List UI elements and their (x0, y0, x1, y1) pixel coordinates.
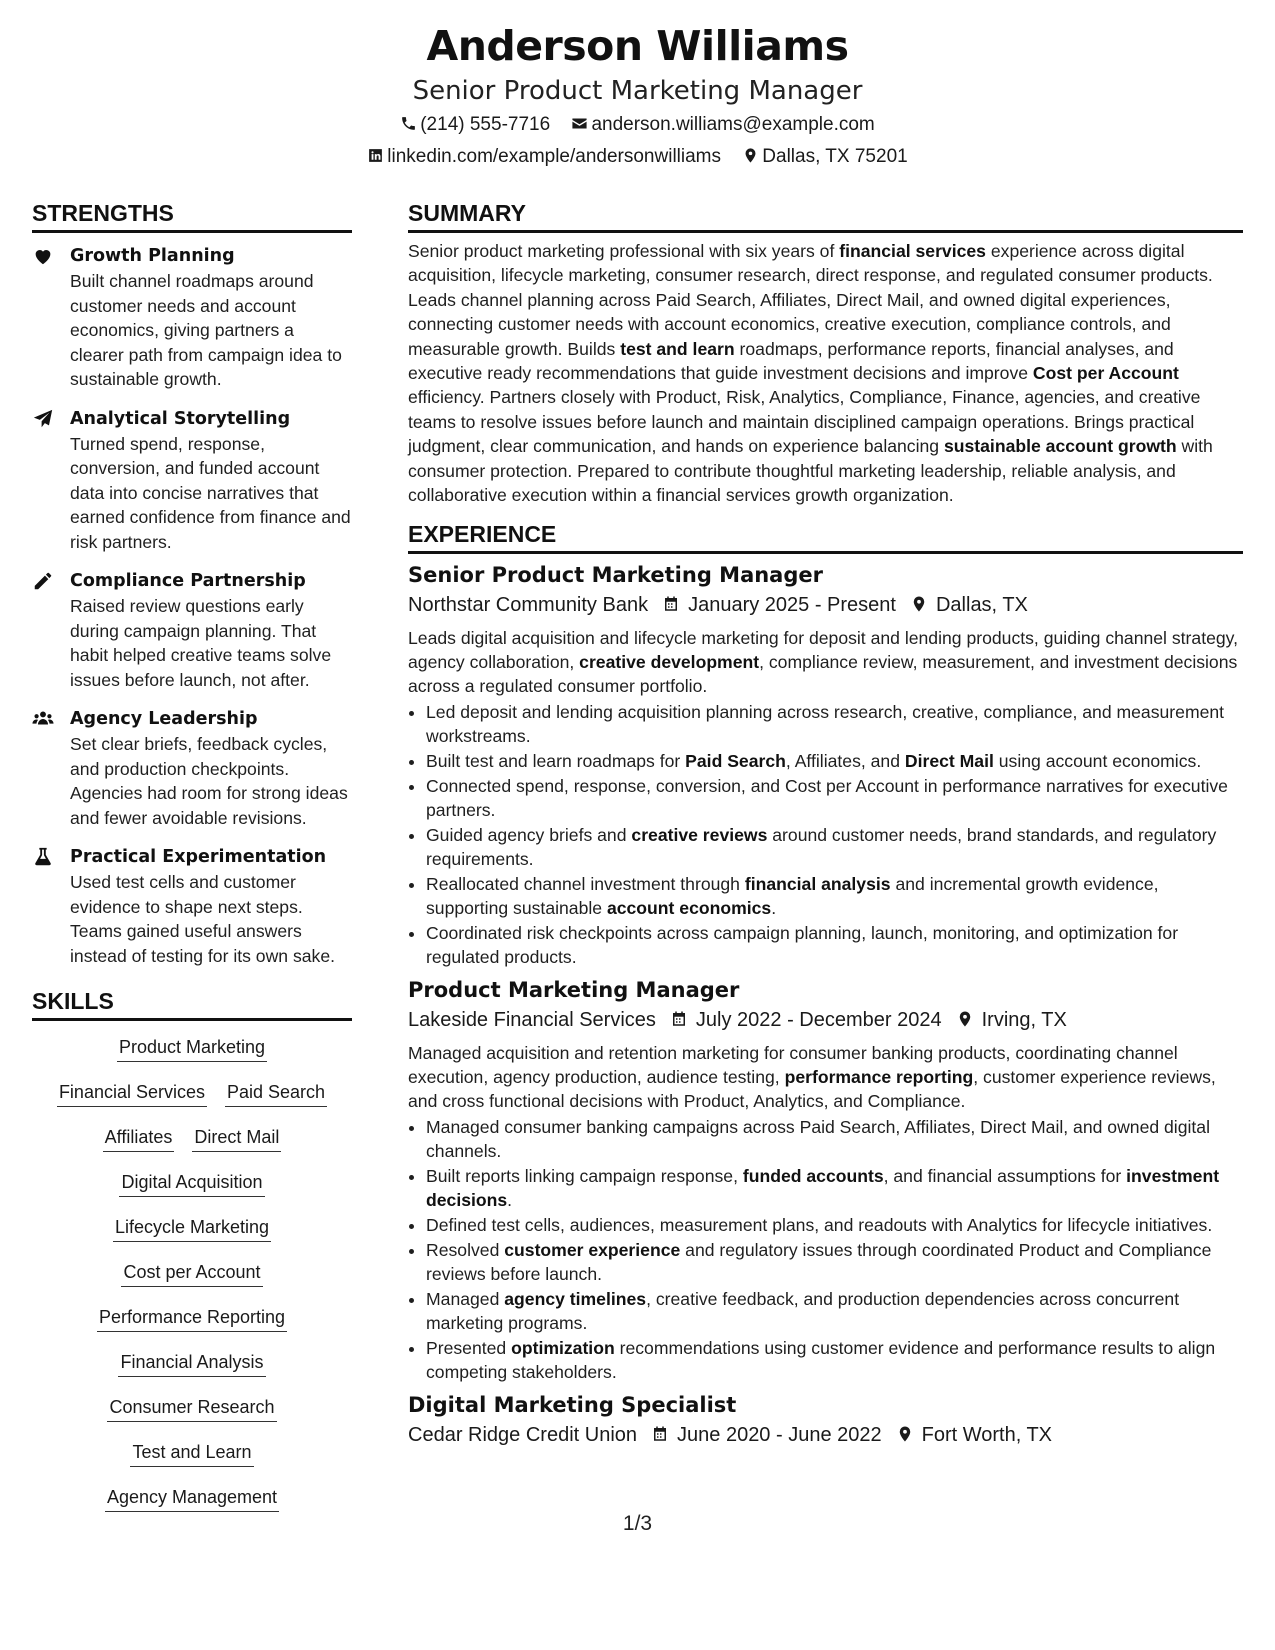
strength-text: Raised review questions early during campaign planning. That habit helped creative teams solve issues before launch, not after. (70, 596, 332, 690)
bullet-item (426, 749, 1243, 773)
calendar-icon (670, 1009, 696, 1031)
contact-row-2 (0, 142, 1275, 172)
page-number: 1/3 (622, 1512, 653, 1535)
job-entry (408, 1390, 1243, 1450)
job-entry (408, 975, 1243, 1384)
envelope-icon (571, 115, 588, 132)
bold-text: creative reviews (631, 825, 768, 846)
company-name: Lakeside Financial Services (408, 1009, 656, 1032)
linkedin-text: linkedin.com/example/andersonwilliams (387, 146, 722, 167)
job-meta (408, 1005, 1243, 1035)
plain-text: , creative feedback, and production dependencies across concurrent marketing programs. (426, 1289, 1180, 1334)
skill-tag: Product Marketing (117, 1033, 267, 1062)
strength-item (32, 844, 352, 968)
bold-text: optimization (511, 1338, 615, 1359)
bullet-item (426, 1336, 1243, 1384)
plain-text: Connected spend, response, conversion, and Cost per Account in performance narratives for executive partners. (426, 776, 1228, 821)
strength-title: Growth Planning (70, 246, 235, 266)
job-location: Dallas, TX (935, 594, 1028, 617)
email-contact[interactable] (571, 110, 874, 140)
summary-bold-part: sustainable account growth (943, 436, 1177, 457)
skill-tag: Digital Acquisition (119, 1168, 264, 1197)
bullet-item (426, 1238, 1243, 1286)
job-title: Senior Product Marketing Manager (408, 563, 823, 588)
bullet-item (426, 823, 1243, 871)
company-name: Northstar Community Bank (408, 594, 649, 617)
linkedin-icon (367, 147, 384, 164)
map-marker-icon (896, 1424, 922, 1446)
plain-text: Reallocated channel investment through (426, 874, 745, 895)
strength-title: Practical Experimentation (70, 847, 327, 867)
job-bullets (408, 700, 1243, 969)
bold-text: investment decisions (426, 1166, 1220, 1211)
skill-tag: Test and Learn (130, 1438, 253, 1467)
pencil-icon (32, 570, 54, 592)
plain-text: . (507, 1190, 513, 1211)
summary-bold-part: Cost per Account (1032, 363, 1179, 384)
summary-bold-part: financial services (839, 241, 986, 261)
strength-item (32, 568, 352, 692)
summary-text-part: with consumer protection. Prepared to contribute thoughtful marketing leadership, reliable analysis, and collaborative execution within a financial services growth organization. (408, 436, 1213, 506)
contact-row-1 (0, 110, 1275, 140)
plain-text: and incremental growth evidence, supporting sustainable (426, 874, 1159, 919)
bullet-item (426, 1287, 1243, 1335)
strength-text: Built channel roadmaps around customer needs and account economics, giving partners a clearer path from campaign idea to sustainable growth. (70, 271, 342, 389)
bullet-item (426, 774, 1243, 822)
company-name: Cedar Ridge Credit Union (408, 1424, 638, 1447)
bold-text: Direct Mail (904, 751, 994, 772)
summary-text-part: experience across digital acquisition, lifecycle marketing, consumer research, direct response, and regulated consumer products. Leads channel planning across Paid Search, Affiliates, Direct Mail, and owned digital experiences, connecting customer needs with account economics, creative execution, compliance controls, and measurable growth. Builds (408, 241, 1213, 359)
bold-text: agency timelines (504, 1289, 647, 1310)
map-marker-icon (956, 1009, 982, 1031)
candidate-headline: Senior Product Marketing Manager (412, 76, 863, 106)
phone-icon (400, 115, 417, 132)
job-meta (408, 590, 1243, 620)
plain-text: . (771, 898, 777, 919)
bold-text: account economics (606, 898, 772, 919)
job-bullets (408, 1115, 1243, 1384)
strength-item (32, 243, 352, 392)
summary-text-part: efficiency. Partners closely with Product, Risk, Analytics, Compliance, Finance, agencies, and creative teams to resolve issues before launch and maintain disciplined campaign operations. Brings practical judgment, clear communication, and hands on experience balancing (408, 387, 1201, 457)
skills-list (32, 1033, 352, 1528)
plain-text: Led deposit and lending acquisition planning across research, creative, compliance, and measurement workstreams. (426, 702, 1225, 747)
bold-text: Paid Search (685, 751, 786, 772)
strength-title: Compliance Partnership (70, 571, 306, 591)
skill-tag: Financial Services (57, 1078, 207, 1107)
job-dates: July 2022 - December 2024 (695, 1009, 942, 1032)
strengths-list (32, 243, 352, 968)
strength-text: Turned spend, response, conversion, and funded account data into concise narratives that earned confidence from finance and risk partners. (70, 433, 351, 552)
skill-tag: Financial Analysis (118, 1348, 265, 1377)
skill-tag: Agency Management (105, 1483, 279, 1512)
job-meta (408, 1420, 1243, 1450)
summary-paragraph (408, 239, 1243, 507)
plain-text: , customer experience reviews, and cross functional decisions with Product, Analytics, and Compliance. (408, 1067, 1216, 1112)
skill-tag: Affiliates (103, 1123, 175, 1152)
job-location: Irving, TX (981, 1009, 1067, 1032)
bold-text: financial analysis (744, 874, 891, 895)
bullet-item (426, 1164, 1243, 1212)
job-title: Product Marketing Manager (408, 978, 740, 1003)
plain-text: Defined test cells, audiences, measurement plans, and readouts with Analytics for lifecycle initiatives. (426, 1215, 1213, 1236)
skill-tag: Direct Mail (192, 1123, 281, 1152)
experience-list (408, 560, 1243, 1450)
skill-tag: Cost per Account (121, 1258, 262, 1287)
bold-text: funded accounts (742, 1166, 884, 1187)
strength-item (32, 406, 352, 555)
skill-tag: Paid Search (225, 1078, 327, 1107)
plain-text: recommendations using customer evidence and performance results to align competing stakeholders. (426, 1338, 1216, 1383)
users-icon (32, 708, 54, 730)
phone-text: (214) 555-7716 (420, 114, 551, 135)
job-entry (408, 560, 1243, 969)
candidate-name: Anderson Williams (426, 22, 849, 70)
plain-text: Managed consumer banking campaigns across Paid Search, Affiliates, Direct Mail, and owned digital channels. (426, 1117, 1210, 1162)
skill-tag: Consumer Research (107, 1393, 276, 1422)
skill-tag: Lifecycle Marketing (113, 1213, 271, 1242)
plain-text: Managed (426, 1289, 505, 1310)
plain-text: Built reports linking campaign response, (426, 1166, 743, 1187)
summary-text-part: Senior product marketing professional with six years of (408, 241, 840, 261)
skills-heading: SKILLS (32, 986, 352, 1021)
summary-heading: SUMMARY (408, 198, 1243, 233)
skill-tag: Performance Reporting (97, 1303, 287, 1332)
plain-text: , Affiliates, and (785, 751, 905, 772)
strength-text: Used test cells and customer evidence to shape next steps. Teams gained useful answers instead of testing for its own sake. (70, 872, 336, 966)
job-location: Fort Worth, TX (921, 1424, 1053, 1447)
left-column (32, 198, 352, 1528)
experience-heading: EXPERIENCE (408, 519, 1243, 554)
plain-text: Resolved (426, 1240, 505, 1261)
plain-text: Presented (426, 1338, 512, 1359)
plain-text: Leads digital acquisition and lifecycle marketing for deposit and lending products, guiding channel strategy, agency collaboration, (408, 628, 1239, 673)
plain-text: Guided agency briefs and (426, 825, 632, 846)
bold-text: creative development (579, 652, 760, 673)
map-marker-icon (910, 594, 936, 616)
plain-text: using account economics. (993, 751, 1202, 772)
paper-plane-icon (32, 408, 54, 430)
bullet-item (426, 921, 1243, 969)
resume-header (0, 18, 1275, 172)
email-text: anderson.williams@example.com (591, 114, 875, 135)
bold-text: performance reporting (784, 1067, 974, 1088)
bullet-item (426, 1213, 1243, 1237)
plain-text: Built test and learn roadmaps for (426, 751, 686, 772)
bold-text: customer experience (504, 1240, 681, 1261)
plain-text: and regulatory issues through coordinated Product and Compliance reviews before launch. (426, 1240, 1212, 1285)
summary-bold-part: test and learn (620, 338, 735, 359)
job-description (408, 1041, 1243, 1113)
calendar-icon (662, 594, 688, 616)
location-contact (742, 142, 907, 172)
bullet-item (426, 872, 1243, 920)
location-text: Dallas, TX 75201 (762, 146, 908, 167)
strength-title: Analytical Storytelling (70, 408, 291, 429)
plain-text: Managed acquisition and retention marketing for consumer banking products, coordinating channel execution, agency production, audience testing, (408, 1043, 1178, 1088)
linkedin-contact[interactable] (367, 142, 721, 172)
strength-text: Set clear briefs, feedback cycles, and production checkpoints. Agencies had room for strong ideas and fewer avoidable revisions. (70, 734, 348, 828)
plain-text: around customer needs, brand standards, and regulatory requirements. (426, 825, 1217, 870)
job-dates: January 2025 - Present (688, 594, 896, 617)
right-column (408, 198, 1243, 1450)
map-marker-icon (742, 147, 759, 164)
bullet-item (426, 1115, 1243, 1163)
plain-text: , and financial assumptions for (883, 1166, 1127, 1187)
phone-contact[interactable] (400, 110, 550, 140)
job-dates: June 2020 - June 2022 (677, 1424, 882, 1447)
strength-title: Agency Leadership (70, 709, 258, 729)
strength-item (32, 706, 352, 830)
job-title: Digital Marketing Specialist (408, 1393, 737, 1418)
bullet-item (426, 700, 1243, 748)
calendar-icon (651, 1424, 677, 1446)
strengths-heading: STRENGTHS (32, 198, 352, 233)
plain-text: , compliance review, measurement, and investment decisions across a regulated consumer portfolio. (408, 652, 1238, 697)
heart-icon (32, 245, 54, 267)
plain-text: Coordinated risk checkpoints across campaign planning, launch, monitoring, and optimization for regulated products. (426, 923, 1179, 968)
summary-text-part: roadmaps, performance reports, financial analyses, and executive ready recommendations that guide investment decisions and improve (408, 338, 1174, 384)
flask-icon (32, 846, 54, 868)
job-description (408, 626, 1243, 698)
